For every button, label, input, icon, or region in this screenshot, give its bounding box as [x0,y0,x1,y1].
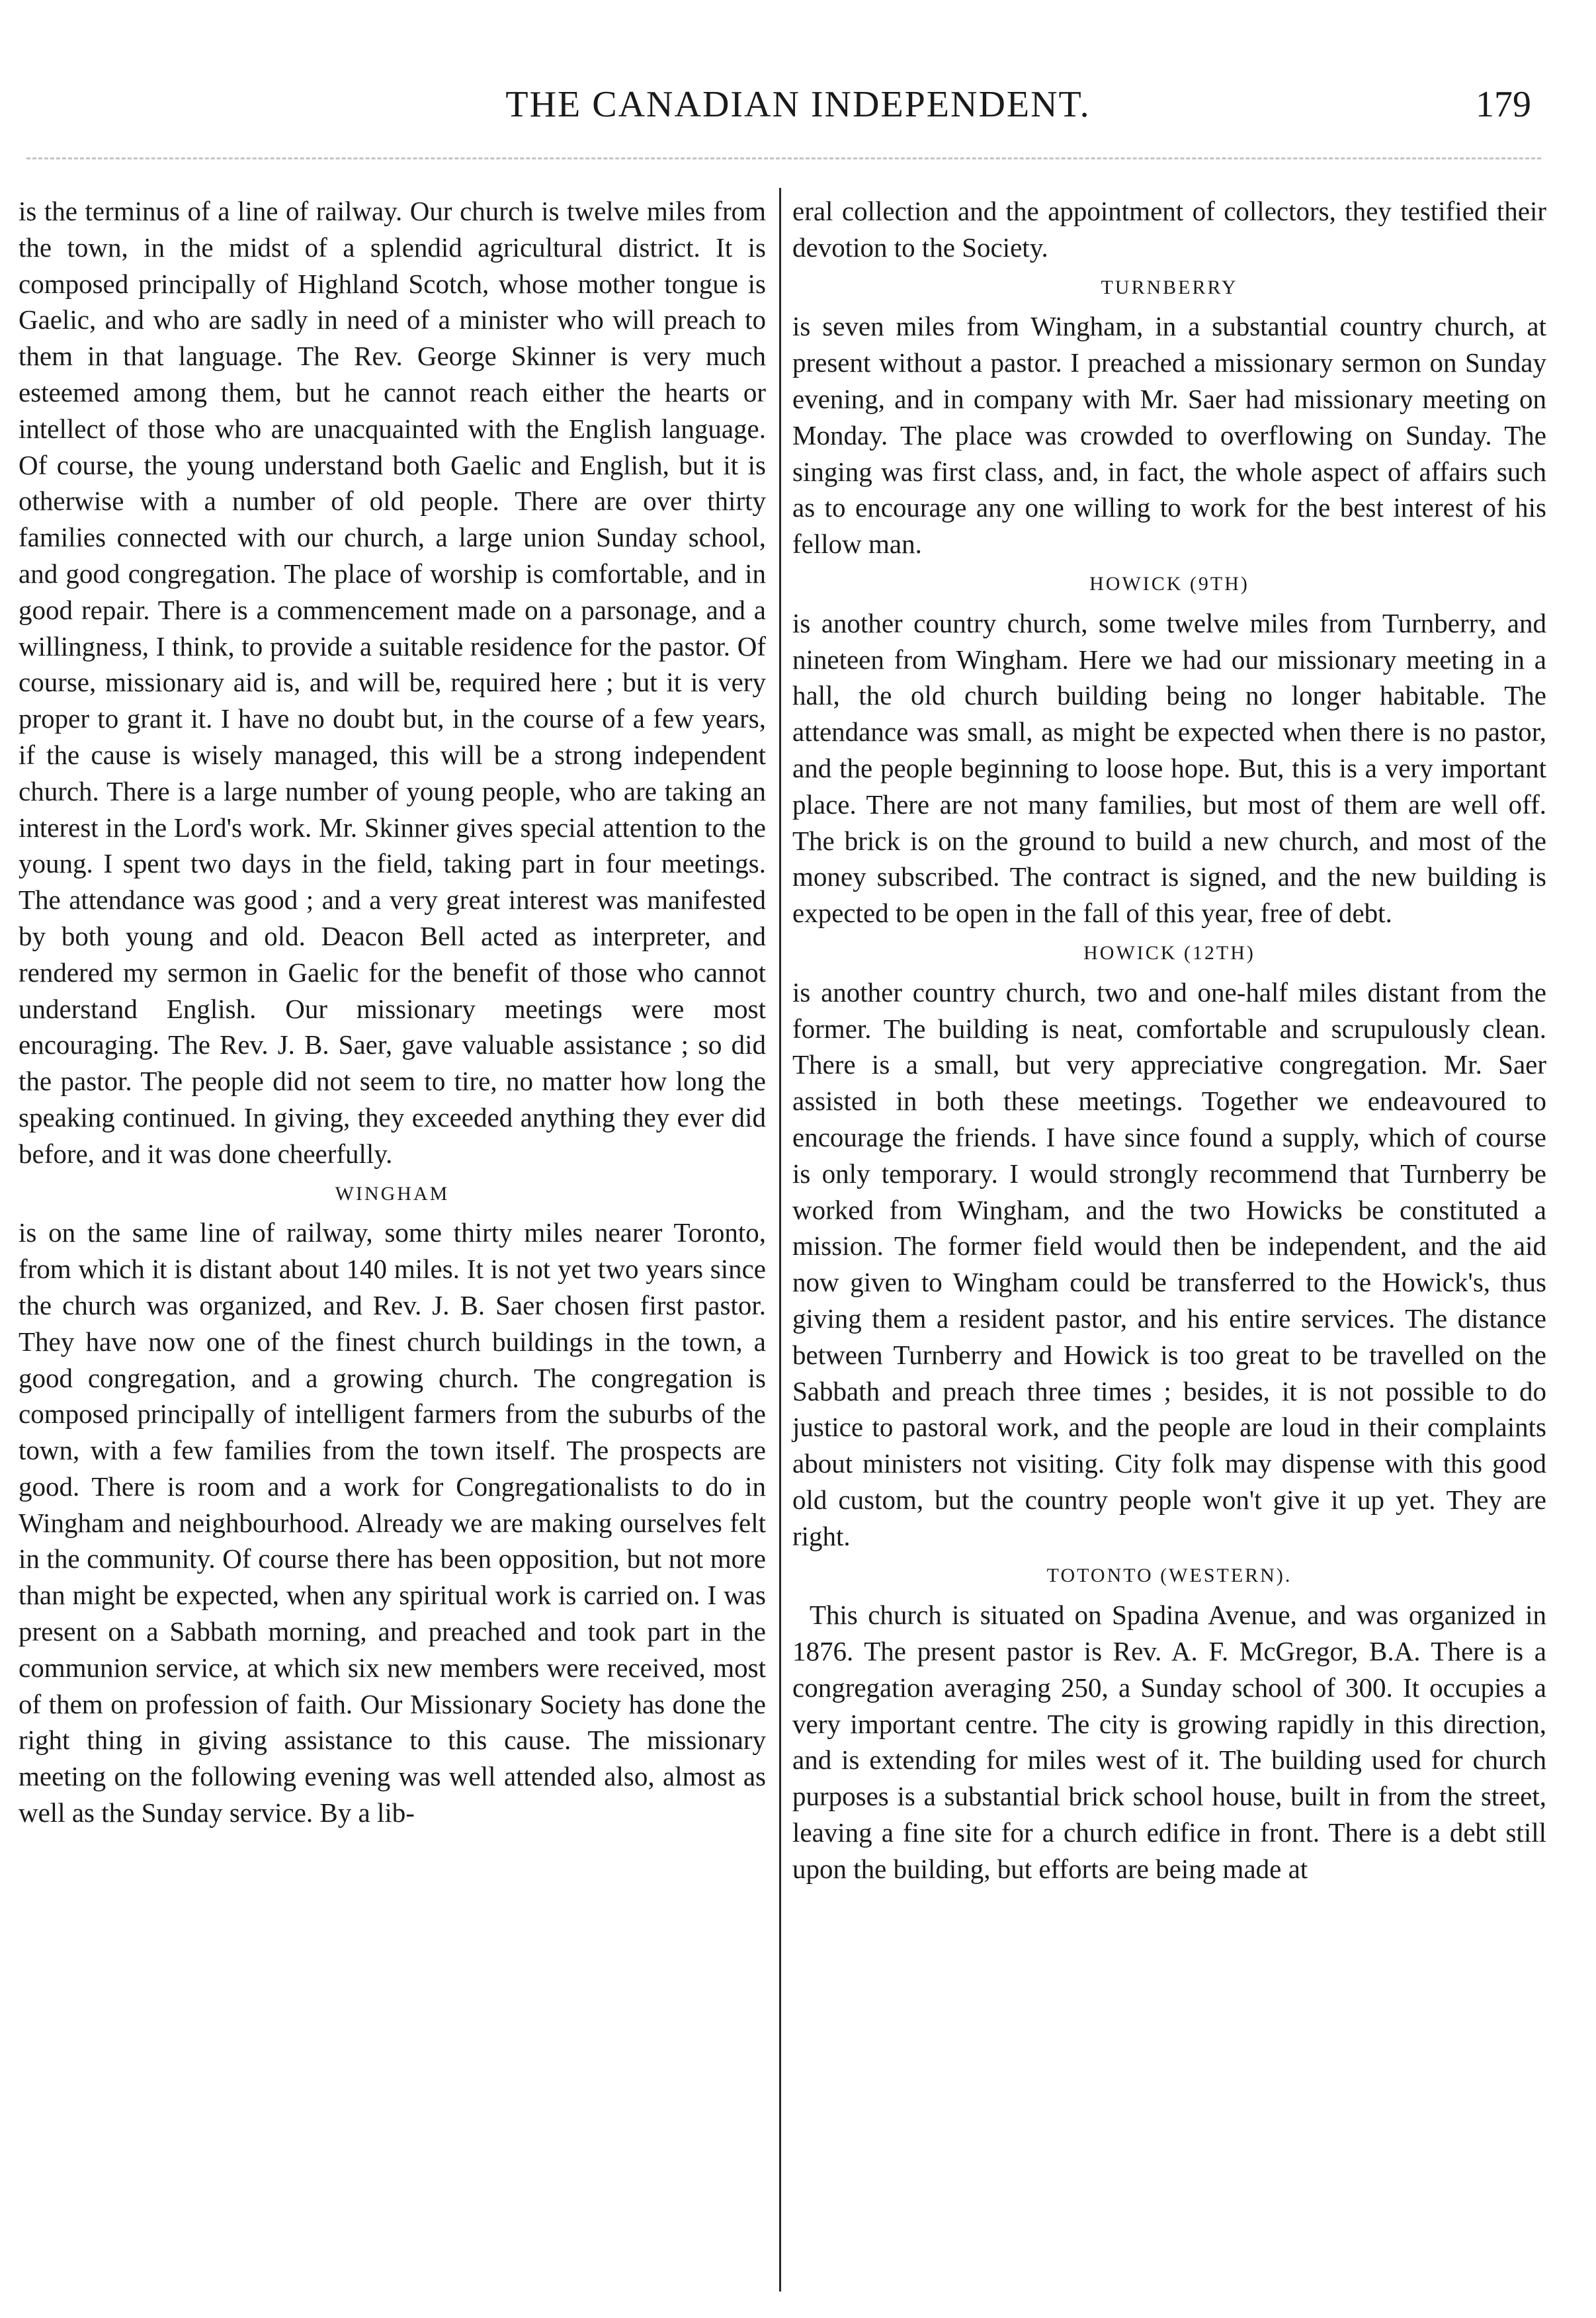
paragraph-howick-12th: is another country church, two and one-half miles distant from the former. The building is neat, comfortable and scrupulously clean. There is a small, but very appreciative congregation. Mr. Saer assisted in both these meetings. Together we endeavoured to encourage the friends. I have since found a supply, which of course is only temporary. I would strongly recommend that Turnberry be worked from Wingham, and the two Howicks be constituted a mission. The former field would then be independent, and the aid now given to Wingham could be transferred to the Howick's, thus giving them a resident pastor, and his entire services. The distance between Turnberry and Howick is too great to be travelled on the Sabbath and preach three times ; besides, it is not possible to do justice to pastoral work, and the people are loud in their complaints about ministers not visiting. City folk may dispense with this good old custom, but the country people won't give it up yet. They are right. [792,976,1546,1551]
paragraph-toronto-western: This church is situated on Spadina Avenue, and was organized in 1876. The present pastor is Rev. A. F. McGregor, B.A. There is a congregation averaging 250, a Sunday school of 300. It occupies a very important centre. The city is growing rapidly in this direction, and is extending for miles west of it. The building used for church purposes is a substantial brick school house, built in from the street, leaving a fine site for a church edifice in front. There is a debt still upon the building, but efforts are being made at [792,1600,1546,1884]
heading-toronto-western: TOTONTO (WESTERN). [1046,1565,1292,1587]
page-header [0,78,1596,138]
heading-howick-9th: HOWICK (9TH) [1089,572,1249,595]
left-column [19,193,766,1831]
paragraph-collection: eral collection and the appointment of collectors, they testified their devotion to the Society. [792,196,1546,263]
paragraph-wingham: is on the same line of railway, some thirty miles nearer Toronto, from which it is distant about 140 miles. It is not yet two years since the church was organized, and Rev. J. B. Saer chosen first pastor. They have now one of the finest church buildings in the town, a good congregation, and a growing church. The congregation is composed principally of intelligent farmers from the suburbs of the town, with a few families from the town itself. The prospects are good. There is room and a work for Congregationalists to do in Wingham and neighbourhood. Already we are making ourselves felt in the community. Of course there has been opposition, but not more than might be expected, when any spiritual work is carried on. I was present on a Sabbath morning, and preached and took part in the communion service, at which six new members were received, most of them on profession of faith. Our Missionary Society has done the right thing in giving assistance to this cause. The missionary meeting on the following evening was well attended also, almost as well as the Sunday service. By a lib- [19,1217,766,1828]
paragraph-terminus: is the terminus of a line of railway. Our church is twelve miles from the town, in the midst of a splendid agricultural district. It is composed principally of Highland Scotch, whose mother tongue is Gaelic, and who are sadly in need of a minister who will preach to them in that language. The Rev. George Skinner is very much esteemed among them, but he cannot reach either the hearts or intellect of those who are unacquainted with the English language. Of course, the young understand both Gaelic and English, but it is otherwise with a number of old people. There are over thirty families connected with our church, a large union Sunday school, and good congregation. The place of worship is comfortable, and in good repair. There is a commencement made on a parsonage, and a willingness, I think, to provide a suitable residence for the pastor. Of course, missionary aid is, and will be, required here ; but it is very proper to grant it. I have no doubt but, in the course of a few years, if the cause is wisely managed, this will be a strong independent church. There is a large number of young people, who are taking an interest in the Lord's work. Mr. Skinner gives special attention to the young. I spent two days in the field, taking part in four meetings. The attendance was good ; and a very great interest was manifested by both young and old. Deacon Bell acted as interpreter, and rendered my sermon in Gaelic for the benefit of those who cannot understand English. Our missionary meetings were most encouraging. The Rev. J. B. Saer, gave valuable assistance ; so did the pastor. The people did not seem to tire, no matter how long the speaking continued. In giving, they exceeded anything they ever did before, and it was done cheerfully. [19,196,766,1169]
right-column [792,193,1546,1887]
running-title: THE CANADIAN INDEPENDENT. [505,84,1091,125]
paragraph-howick-9th: is another country church, some twelve miles from Turnberry, and nineteen from Wingham. Here we had our missionary meeting in a hall, the old church building being no longer habitable. The attendance was small, as might be expected when there is no pastor, and the people beginning to loose hope. But, this is a very important place. There are not many families, but most of them are well off. The brick is on the ground to build a new church, and most of the money subscribed. The contract is signed, and the new building is expected to be open in the fall of this year, free of debt. [792,607,1546,929]
heading-turnberry: TURNBERRY [1101,276,1238,298]
header-rule [26,157,1541,159]
page-number: 179 [1476,84,1531,125]
heading-wingham: WINGHAM [335,1182,450,1205]
paragraph-turnberry: is seven miles from Wingham, in a substantial country church, at present without a pastor. I preached a missionary sermon on Sunday evening, and in company with Mr. Saer had missionary meeting on Monday. The place was crowded to overflowing on Sunday. The singing was first class, and, in fact, the whole aspect of affairs such as to encourage any one willing to work for the best interest of his fellow man. [792,311,1546,560]
column-divider [779,188,781,2292]
heading-howick-12th: HOWICK (12TH) [1083,941,1255,964]
